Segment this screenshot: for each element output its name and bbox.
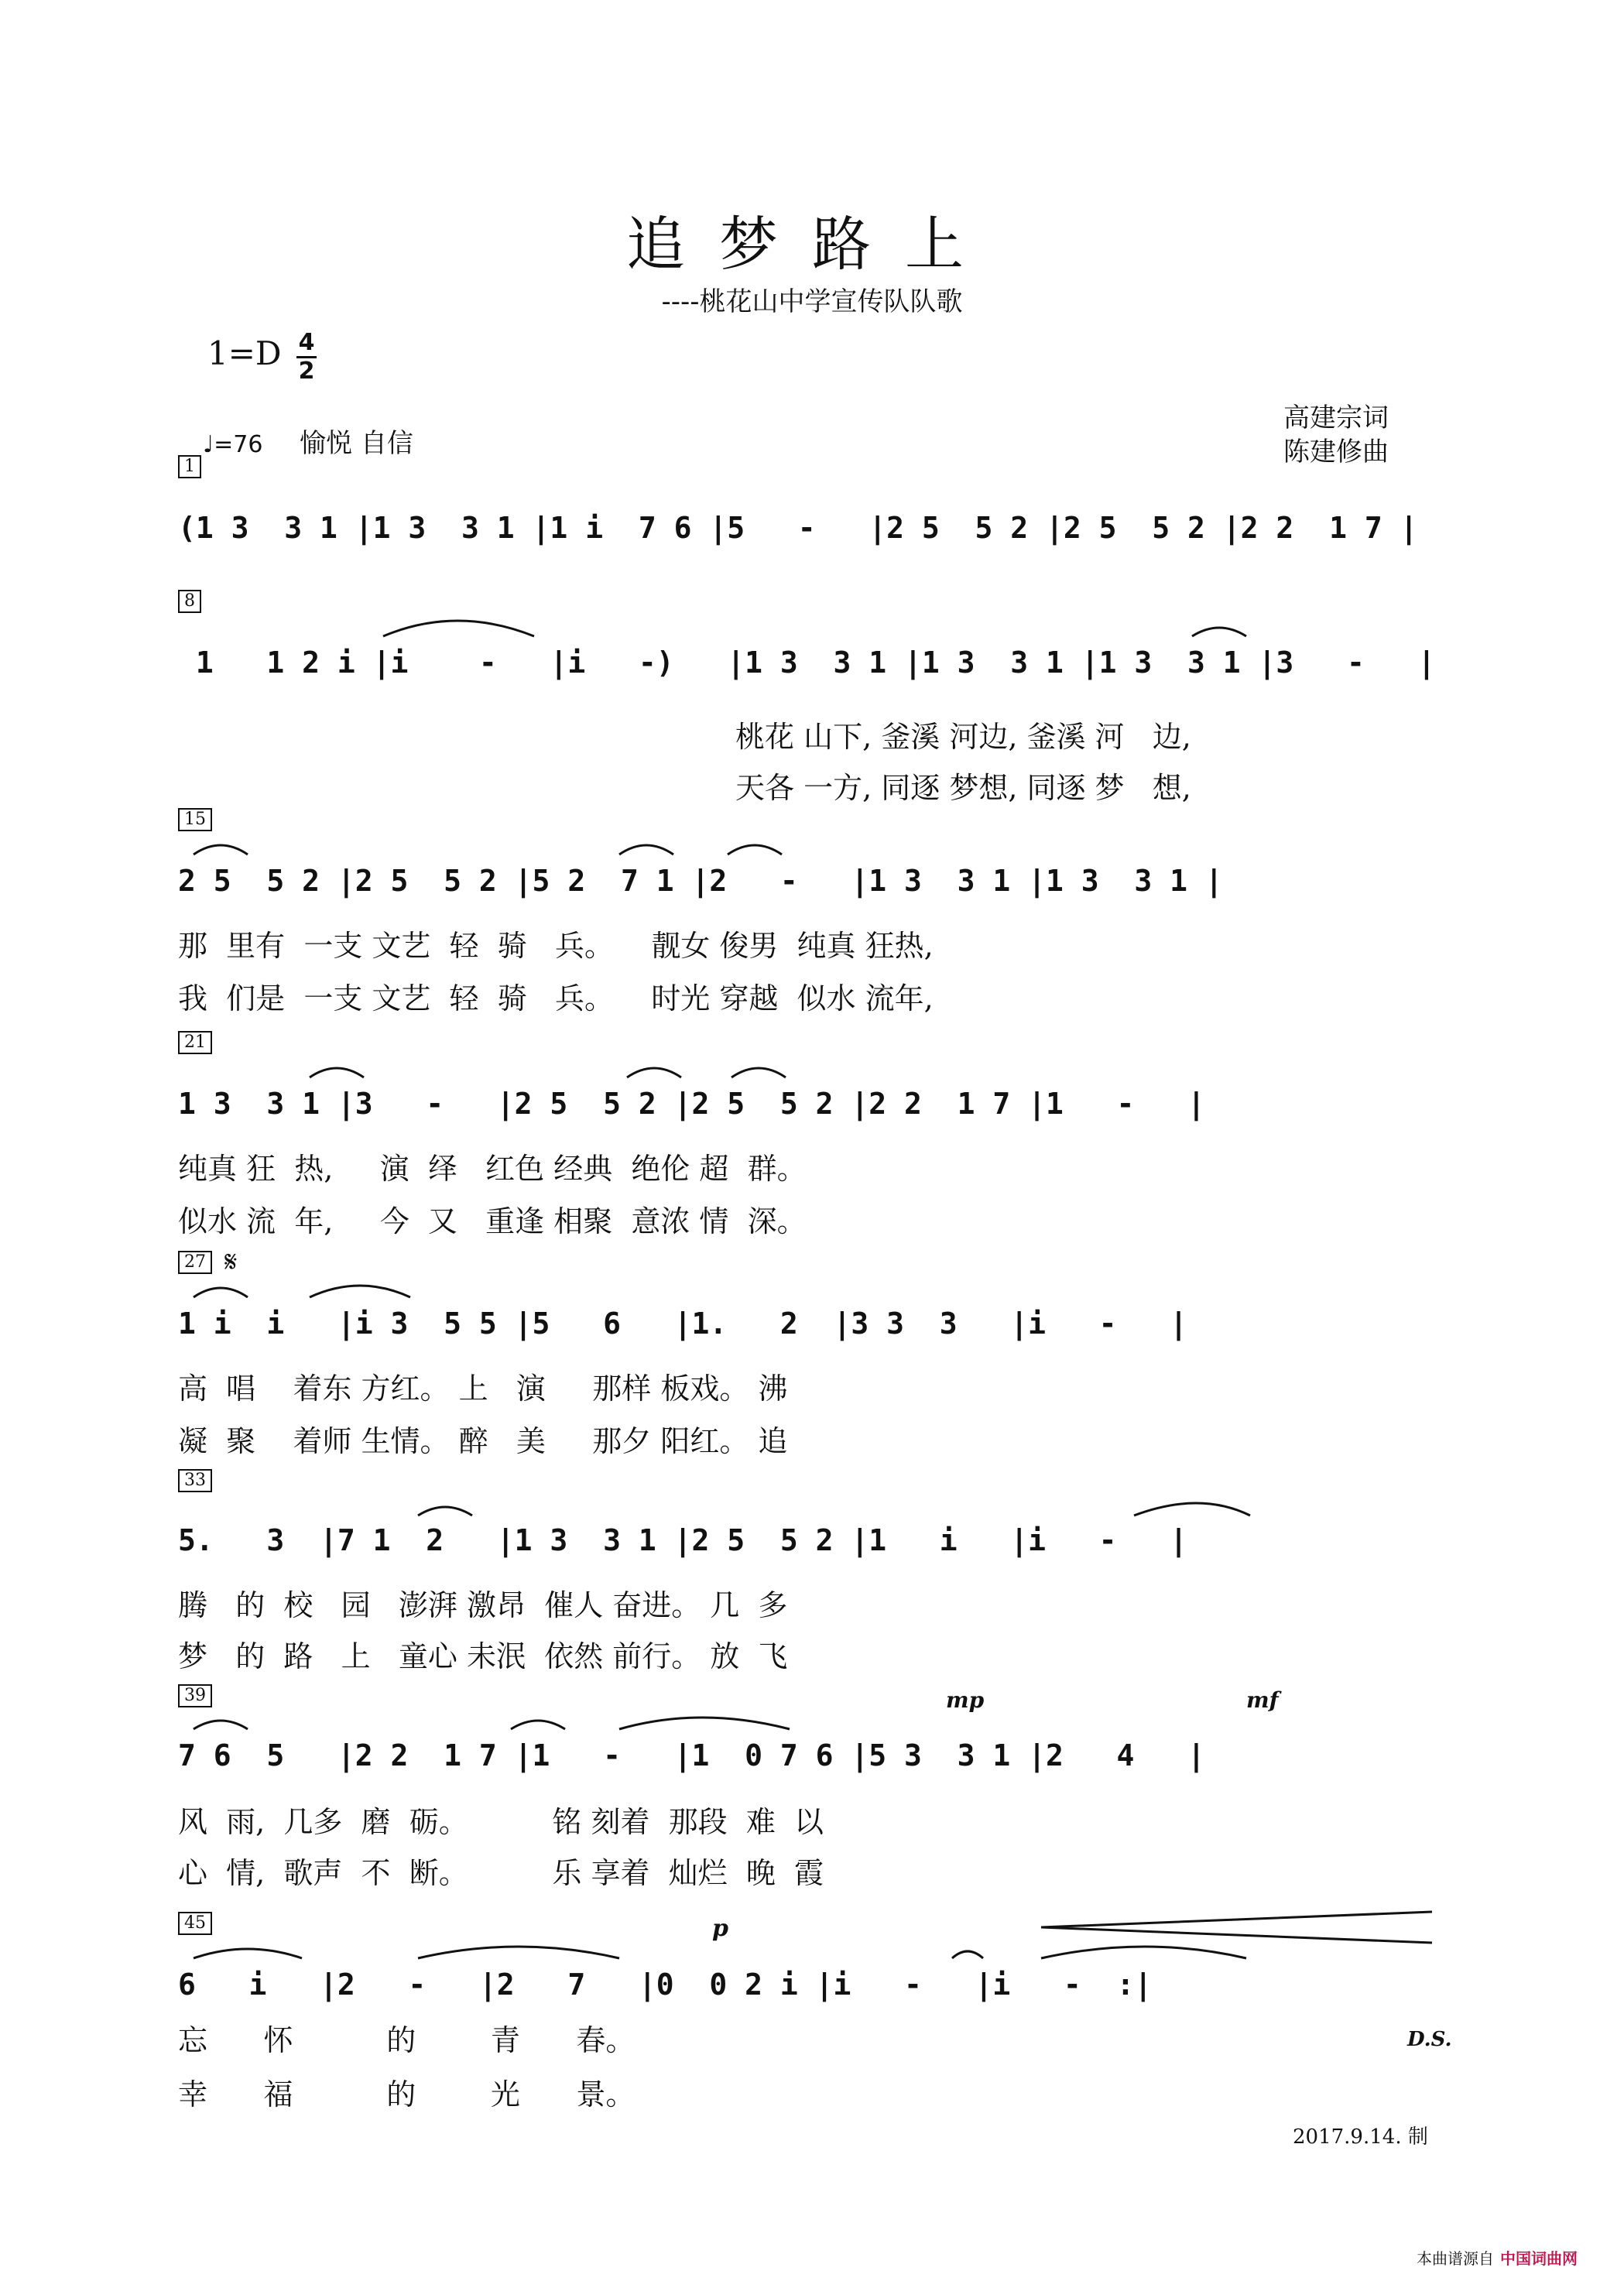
notation-line: (1 3 3 1 |1 3 3 1 |1 i 7 6 |5 - |2 5 5 2 |2 5 5 2 |2 2 1 7 | xyxy=(178,511,1418,545)
lyrics-verse-1: 高 唱 着东 方红。 上 演 那样 板戏。 沸 xyxy=(178,1372,788,1406)
lyricist: 高建宗词 xyxy=(1283,402,1389,433)
footer-source: 本曲谱源自 xyxy=(1417,2249,1494,2268)
slur-arc xyxy=(1134,1503,1250,1516)
lyrics-verse-1: 桃花 山下, 釜溪 河边, 釜溪 河 边, xyxy=(735,720,1191,754)
slur-arc xyxy=(194,1721,248,1729)
page-subtitle: ----桃花山中学宣传队队歌 xyxy=(661,286,963,317)
measure-number: 39 xyxy=(178,1684,212,1707)
measure-number: 45 xyxy=(178,1912,212,1935)
slur-arc xyxy=(619,845,673,855)
notation-line: 2 5 5 2 |2 5 5 2 |5 2 7 1 |2 - |1 3 3 1 |1 3 3 1 | xyxy=(178,864,1223,898)
slur-arc xyxy=(310,1068,364,1077)
date-stamp: 2017.9.14. 制 xyxy=(1293,2125,1428,2149)
slur-arc xyxy=(418,1947,619,1958)
notation-line: 5. 3 |7 1 2 |1 3 3 1 |2 5 5 2 |1 i |i - | xyxy=(178,1523,1188,1557)
tempo-mood: 愉悦 自信 xyxy=(300,428,413,459)
lyrics-verse-2: 幸 福 的 光 景。 xyxy=(178,2077,636,2111)
slur-arc xyxy=(418,1507,472,1516)
slur-arc xyxy=(728,845,782,855)
lyrics-verse-2: 我 们是 一支 文艺 轻 骑 兵。 时光 穿越 似水 流年, xyxy=(178,981,934,1015)
lyrics-verse-2: 梦 的 路 上 童心 未泯 依然 前行。 放 飞 xyxy=(178,1639,788,1673)
slur-arc xyxy=(383,621,534,636)
key-signature: 1=D xyxy=(207,334,282,372)
slur-arc xyxy=(627,1068,681,1077)
lyrics-verse-1: 腾 的 校 园 澎湃 激昂 催人 奋进。 几 多 xyxy=(178,1588,788,1622)
notation-line: 7 6 5 |2 2 1 7 |1 - |1 0 7 6 |5 3 3 1 |2 4 | xyxy=(178,1738,1205,1772)
dynamic-p: p xyxy=(712,1915,728,1942)
composer: 陈建修曲 xyxy=(1283,437,1389,468)
slur-arc xyxy=(731,1068,786,1077)
measure-number: 33 xyxy=(178,1469,212,1492)
slur-arc xyxy=(194,845,248,855)
slur-arc xyxy=(194,1288,248,1297)
measure-number: 1 xyxy=(178,455,201,478)
slur-arc xyxy=(310,1286,410,1297)
time-sig-top: 4 xyxy=(298,329,315,356)
page-title: 追梦路上 xyxy=(626,210,998,279)
lyrics-verse-1: 纯真 狂 热, 演 绎 红色 经典 绝伦 超 群。 xyxy=(178,1152,807,1186)
lyrics-verse-1: 忘 怀 的 青 春。 xyxy=(178,2023,636,2057)
footer xyxy=(1417,2246,1578,2269)
dynamic-mp: mp xyxy=(946,1687,985,1713)
lyrics-verse-2: 心 情, 歌声 不 断。 乐 享着 灿烂 晚 霞 xyxy=(178,1856,824,1890)
decrescendo-hairpin xyxy=(1041,1912,1432,1943)
dal-segno-mark: D.S. xyxy=(1407,2028,1452,2051)
slur-arc xyxy=(511,1721,565,1729)
slur-arc xyxy=(619,1718,790,1729)
notation-line: 6 i |2 - |2 7 |0 0 2 i |i - |i - :| xyxy=(178,1968,1153,2002)
lyrics-verse-1: 那 里有 一支 文艺 轻 骑 兵。 靓女 俊男 纯真 狂热, xyxy=(178,929,934,963)
notation-line: 1 3 3 1 |3 - |2 5 5 2 |2 5 5 2 |2 2 1 7 |1 - | xyxy=(178,1087,1205,1121)
notation-line: 1 i i |i 3 5 5 |5 6 |1. 2 |3 3 3 |i - | xyxy=(178,1307,1188,1341)
slur-arc xyxy=(194,1949,302,1958)
measure-number: 8 xyxy=(178,590,201,613)
slur-arc xyxy=(1192,628,1246,636)
lyrics-verse-1: 风 雨, 几多 磨 砺。 铭 刻着 那段 难 以 xyxy=(178,1805,824,1839)
lyrics-verse-2: 天各 一方, 同逐 梦想, 同逐 梦 想, xyxy=(735,771,1191,805)
lyrics-verse-2: 凝 聚 着师 生情。 醉 美 那夕 阳红。 追 xyxy=(178,1424,788,1458)
footer-brand-link[interactable]: 中国词曲网 xyxy=(1500,2249,1578,2268)
segno-icon: 𝄋 xyxy=(224,1245,238,1279)
tempo-value: ♩=76 xyxy=(203,431,263,458)
time-sig-bottom: 2 xyxy=(298,358,315,385)
measure-number: 21 xyxy=(178,1031,212,1054)
measure-number: 27 xyxy=(178,1251,212,1274)
slur-arc xyxy=(952,1951,983,1958)
lyrics-verse-2: 似水 流 年, 今 又 重逢 相聚 意浓 情 深。 xyxy=(178,1204,807,1238)
slur-arc xyxy=(1041,1947,1246,1958)
notation-line: 1 1 2 i |i - |i -) |1 3 3 1 |1 3 3 1 |1 3 3 1 |3 - | xyxy=(178,646,1436,680)
dynamic-mf: mf xyxy=(1246,1687,1279,1713)
measure-number: 15 xyxy=(178,808,212,831)
